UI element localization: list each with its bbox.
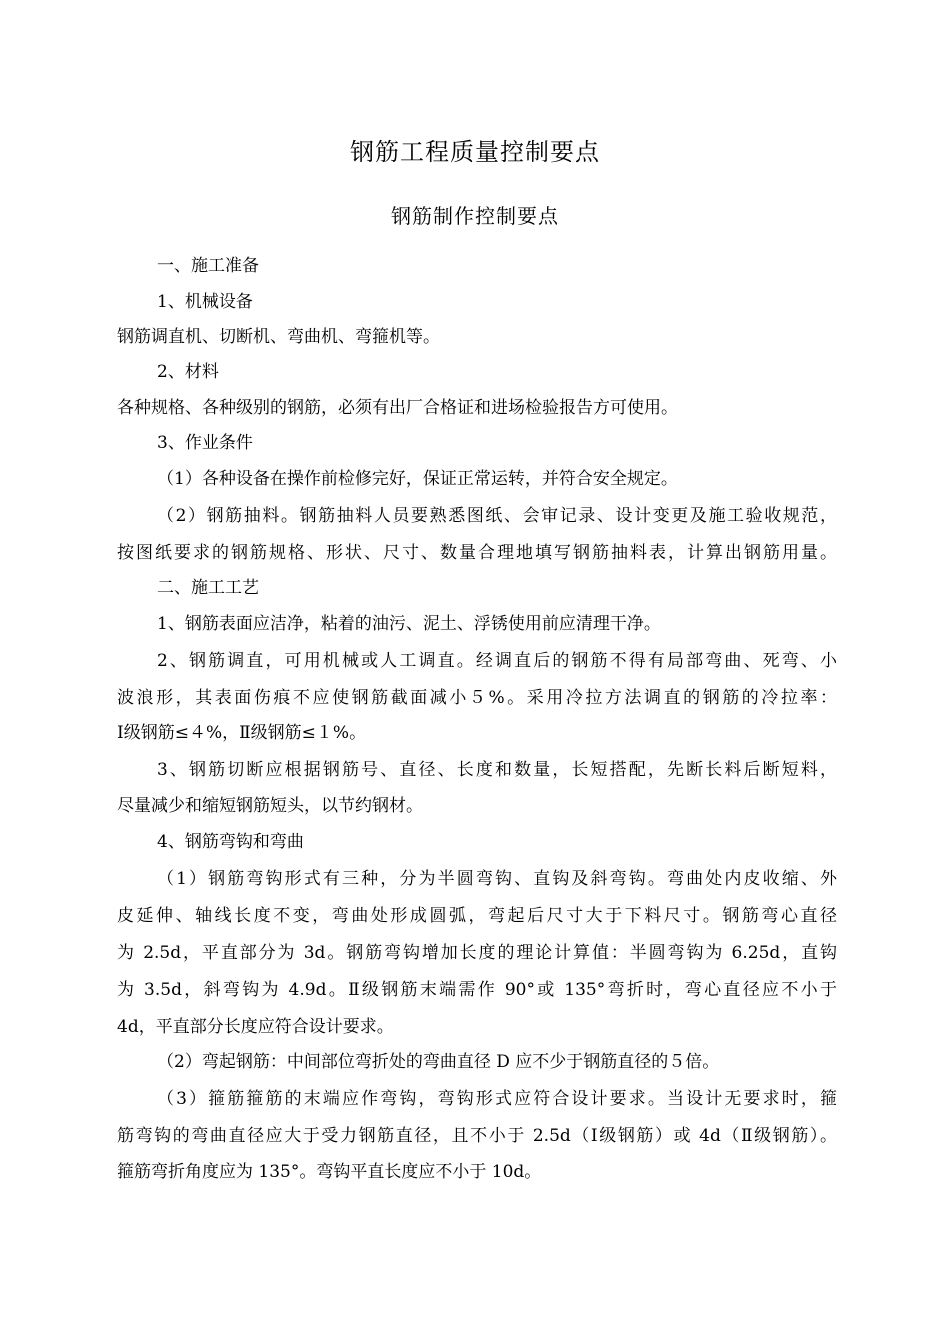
paragraph-line: 波浪形，其表面伤痕不应使钢筋截面减小５%。采用冷拉方法调直的钢筋的冷拉率： [117,688,837,708]
paragraph-line: 为 2.5d，平直部分为 3d。钢筋弯钩增加长度的理论计算值：半圆弯钩为 6.25d，直钩 [117,943,837,963]
subheading-materials: 2、材料 [157,362,219,382]
paragraph-line: 尽量减少和缩短钢筋短头，以节约钢材。 [117,796,423,816]
paragraph-line: 钢筋调直机、切断机、弯曲机、弯箍机等。 [117,327,440,347]
paragraph-line: 1、钢筋表面应洁净，粘着的油污、泥土、浮锈使用前应清理干净。 [157,614,661,634]
paragraph-line: 为 3.5d，斜弯钩为 4.9d。Ⅱ级钢筋末端需作 90°或 135°弯折时，弯心直径应不小于 [117,980,837,1000]
paragraph-line: 皮延伸、轴线长度不变，弯曲处形成圆弧，弯起后尺寸大于下料尺寸。钢筋弯心直径 [117,906,837,926]
section-subtitle: 钢筋制作控制要点 [391,204,559,228]
paragraph-line: 4d，平直部分长度应符合设计要求。 [117,1017,394,1037]
paragraph-line: （2）钢筋抽料。钢筋抽料人员要熟悉图纸、会审记录、设计变更及施工验收规范， [157,506,837,526]
paragraph-line: （2）弯起钢筋：中间部位弯折处的弯曲直径 D 应不少于钢筋直径的５倍。 [157,1052,720,1072]
heading-construction-preparation: 一、施工准备 [157,256,259,276]
paragraph-line: （3）箍筋箍筋的末端应作弯钩，弯钩形式应符合设计要求。当设计无要求时，箍 [157,1089,837,1109]
subheading-machinery: 1、机械设备 [157,292,253,312]
subheading-work-conditions: 3、作业条件 [157,433,253,453]
paragraph-line: Ⅰ级钢筋≤４%，Ⅱ级钢筋≤１%。 [117,723,367,743]
paragraph-line: （1）钢筋弯钩形式有三种，分为半圆弯钩、直钩及斜弯钩。弯曲处内皮收缩、外 [157,869,837,889]
heading-construction-process: 二、施工工艺 [157,578,259,598]
paragraph-line: 箍筋弯折角度应为 135°。弯钩平直长度应不小于 10d。 [117,1162,542,1182]
subheading-hooks-bending: 4、钢筋弯钩和弯曲 [157,832,304,852]
paragraph-line: 按图纸要求的钢筋规格、形状、尺寸、数量合理地填写钢筋抽料表，计算出钢筋用量。 [117,543,837,563]
paragraph-line: 筋弯钩的弯曲直径应大于受力钢筋直径，且不小于 2.5d（Ⅰ级钢筋）或 4d（Ⅱ级钢筋）。 [117,1126,837,1146]
paragraph-line: 各种规格、各种级别的钢筋，必须有出厂合格证和进场检验报告方可使用。 [117,398,678,418]
paragraph-line: （1）各种设备在操作前检修完好，保证正常运转，并符合安全规定。 [157,469,678,489]
paragraph-line: 2、钢筋调直，可用机械或人工调直。经调直后的钢筋不得有局部弯曲、死弯、小 [157,651,837,671]
document-title: 钢筋工程质量控制要点 [350,138,600,166]
paragraph-line: 3、钢筋切断应根据钢筋号、直径、长度和数量，长短搭配，先断长料后断短料， [157,760,837,780]
